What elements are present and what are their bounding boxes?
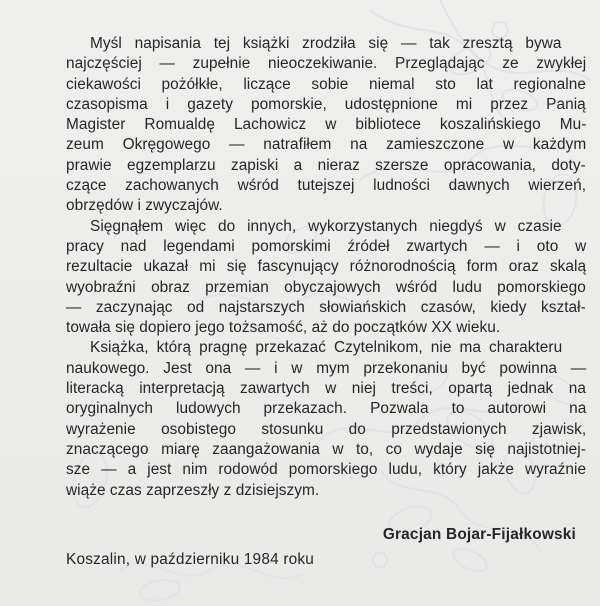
text-line: wyobraźni obraz przemian obyczajowych wśród ludu pomorskiego: [66, 278, 586, 296]
text-line: literacką interpretacją zawartych w niej treści, opartą jednak na: [66, 380, 586, 398]
text-line: towała się dopiero jego tożsamość, aż do początków XX wieku.: [66, 319, 501, 337]
text-line: pracy nad legendami pomorskimi źródeł zwartych — i oto w: [66, 237, 587, 255]
text-line: Myśl napisania tej książki zrodziła się — tak zresztą bywa: [90, 35, 562, 52]
text-line: Książka, którą pragnę przekazać Czytelnikom, nie ma charakteru: [90, 339, 563, 357]
text-line: ciekawości pożółkłe, liczące sobie niemal sto lat regionalne: [66, 75, 586, 93]
text-line: czące zachowanych wśród tutejszej ludności dawnych wierzeń,: [66, 177, 587, 195]
text-line: Sięgnąłem więc do innych, wykorzystanych niegdyś w czasie: [90, 217, 562, 235]
text-line: — zaczynając od najstarszych słowiańskich czasów, kiedy kształ-: [66, 298, 586, 316]
text-line: wiąże czas zaprzeszły z dzisiejszym.: [66, 481, 320, 499]
text-line: naukowego. Jest ona — i w mym przekonaniu być powinna —: [66, 359, 587, 377]
text-line: zeum Okręgowego — natrafiłem na zamieszczone w każdym: [66, 136, 587, 154]
paragraph-3: [66, 338, 586, 500]
place-and-date: Koszalin, w październiku 1984 roku: [66, 551, 315, 568]
preface-text: [66, 34, 586, 501]
text-line: prawie egzemplarzu zapiski a nieraz szersze opracowania, doty-: [66, 156, 586, 174]
text-line: znaczącego miarę zaangażowania w to, co wydaje się najistotniej-: [66, 440, 586, 458]
text-line: wyrażenie osobistego stosunku do przedstawionych zjawisk,: [66, 420, 587, 438]
text-line: oryginalnych ludowych przekazach. Pozwala to autorowi na: [66, 400, 587, 418]
text-line: czasopisma i gazety pomorskie, udostępnione mi przez Panią: [66, 95, 586, 113]
text-line: najczęściej — zupełnie nieoczekiwanie. Przeglądając ze zwykłej: [66, 55, 587, 73]
text-line: rezultacie ukazał mi się fascynujący różnorodnością form oraz skalą: [66, 258, 587, 276]
text-line: obrzędów i zwyczajów.: [66, 197, 223, 215]
paragraph-2: [66, 217, 586, 339]
paragraph-1: [66, 34, 586, 217]
text-line: Magister Romualdę Lachowicz w bibliotece koszalińskiego Mu-: [66, 116, 587, 134]
text-line: sze — a jest nim rodowód pomorskiego ludu, który jakże wyraźnie: [66, 461, 587, 479]
author-signature: Gracjan Bojar-Fijałkowski: [382, 526, 576, 543]
